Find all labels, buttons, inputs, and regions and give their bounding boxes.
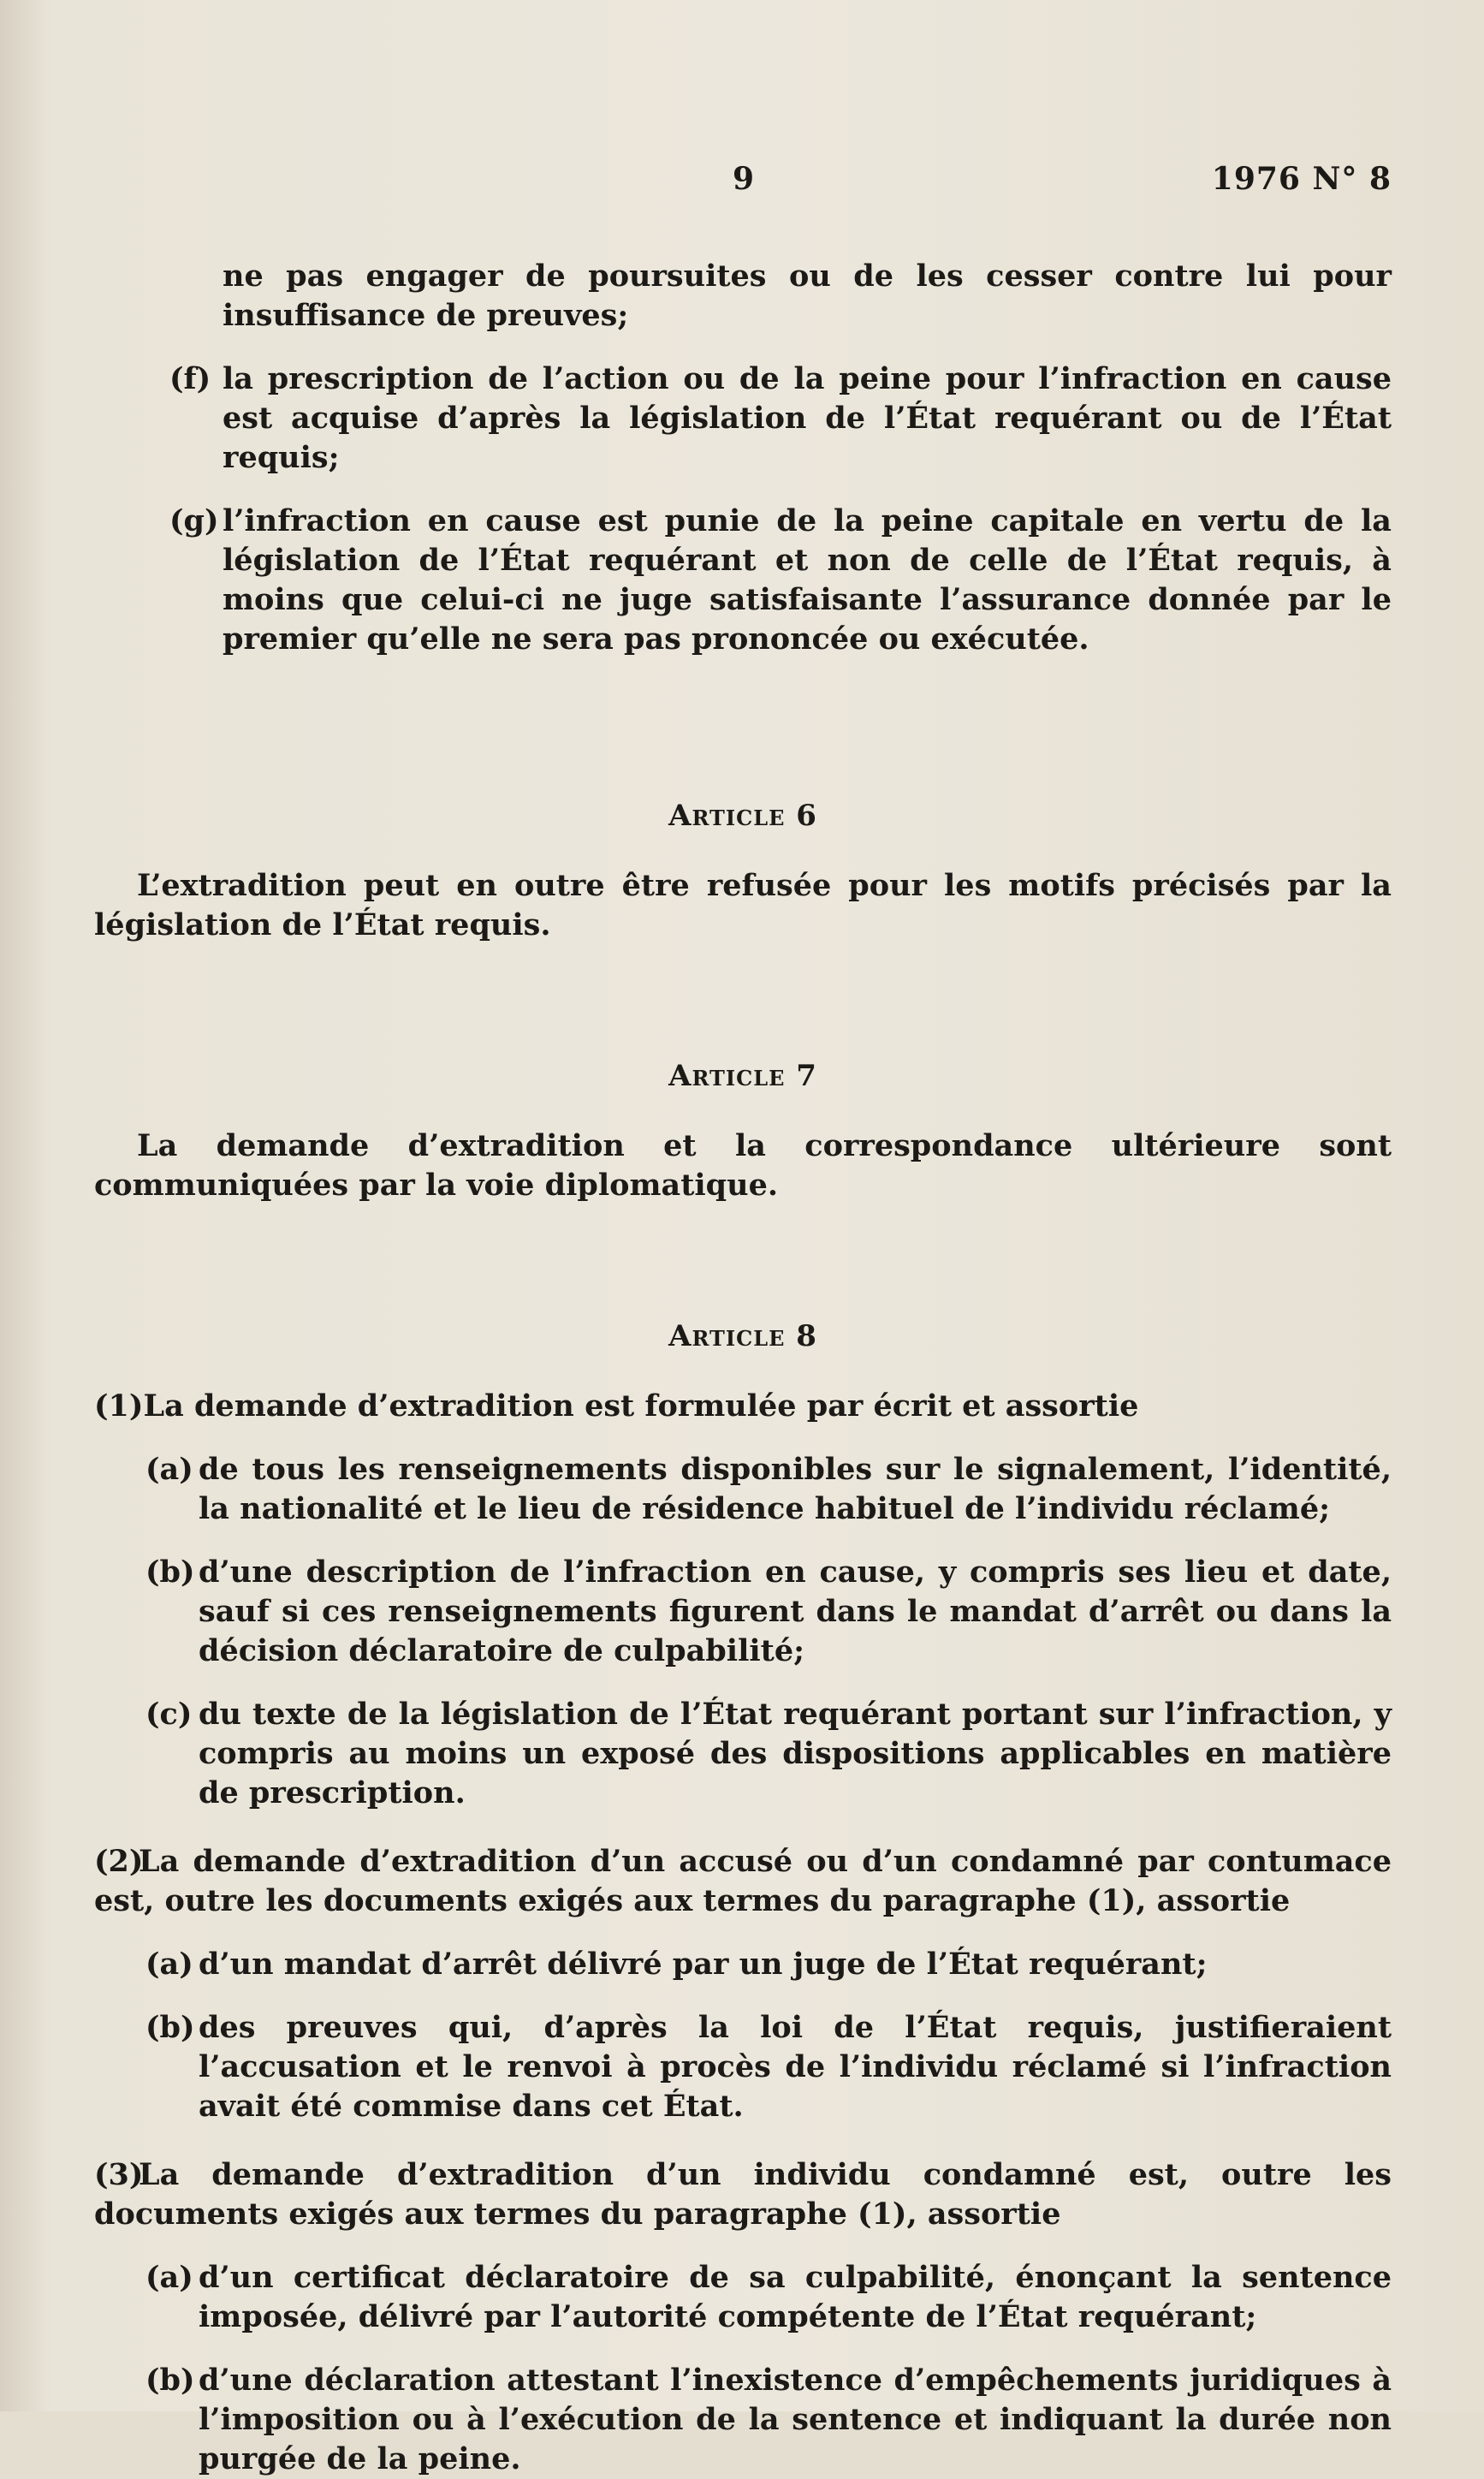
paragraph-number: (2): [94, 1844, 144, 1879]
item-text: d’un mandat d’arrêt délivré par un juge de l’État requérant;: [199, 1947, 1208, 1982]
item-text: d’une déclaration attestant l’inexistence d’empêchements juridiques à l’imposition ou à l’exécution de la sentence et indiquant la durée non purgée de la peine.: [199, 2363, 1392, 2476]
paragraph-number: (3): [94, 2157, 144, 2192]
item-text: d’un certificat déclaratoire de sa culpabilité, énonçant la sentence imposée, délivré par l’autorité compétente de l’État requérant;: [199, 2260, 1392, 2334]
item-label: (c): [145, 1697, 193, 1732]
item-text: du texte de la législation de l’État requérant portant sur l’infraction, y compris au moins un exposé des dispositions applicables en matière de prescription.: [199, 1697, 1392, 1810]
item-label: (b): [145, 2010, 195, 2045]
list-item: [145, 2008, 1392, 2126]
paragraph-2: [94, 1842, 1392, 1921]
paragraph-number: (1): [94, 1388, 144, 1424]
paragraph-1: [94, 1387, 1392, 1426]
list-item: [169, 502, 1392, 659]
statute-year-number: 1976 N° 8: [1211, 161, 1392, 197]
list-item: [145, 2361, 1392, 2479]
item-label: (b): [145, 2363, 195, 2398]
item-text: d’une description de l’infraction en cause, y compris ses lieu et date, sauf si ces renseignements figurent dans le mandat d’arrêt ou dans la décision déclaratoire de culpabilité;: [199, 1555, 1392, 1668]
article-6-heading: Article 6: [668, 799, 817, 833]
article-6-text: L’extradition peut en outre être refusée pour les motifs précisés par la législation de l’État requis.: [94, 868, 1392, 942]
paragraph-text: La demande d’extradition d’un accusé ou d’un condamné par contumace est, outre les documents exigés aux termes du paragraphe (1), assortie: [94, 1844, 1392, 1918]
page-header: [0, 161, 1484, 209]
list-item: [145, 1945, 1392, 1984]
continuation-text: ne pas engager de poursuites ou de les cesser contre lui pour insuffisance de preuves;: [223, 259, 1392, 333]
list-item: [169, 360, 1392, 478]
item-label: (f): [169, 361, 211, 396]
item-label: (a): [145, 1947, 193, 1982]
list-item: [145, 1450, 1392, 1529]
list-item: [145, 2258, 1392, 2337]
paragraph-text: La demande d’extradition est formulée par écrit et assortie: [143, 1388, 1139, 1424]
item-label: (b): [145, 1555, 195, 1590]
item-label: (a): [145, 2260, 193, 2295]
page-content: [94, 257, 1392, 2479]
item-text: l’infraction en cause est punie de la peine capitale en vertu de la législation de l’État requérant et non de celle de l’État requis, à moins que celui-ci ne juge satisfaisante l’assurance donnée par le premier qu’elle ne sera pas prononcée ou exécutée.: [223, 503, 1392, 657]
item-text: de tous les renseignements disponibles sur le signalement, l’identité, la nationalité et le lieu de résidence habituel de l’individu réclamé;: [199, 1452, 1392, 1526]
list-item: [145, 1553, 1392, 1671]
article-7-text: La demande d’extradition et la correspondance ultérieure sont communiquées par la voie diplomatique.: [94, 1128, 1392, 1203]
item-text: des preuves qui, d’après la loi de l’État requis, justifieraient l’accusation et le renvoi à procès de l’individu réclamé si l’infraction avait été commise dans cet État.: [199, 2010, 1392, 2124]
article-8-heading: Article 8: [668, 1319, 817, 1353]
paragraph-text: La demande d’extradition d’un individu condamné est, outre les documents exigés aux termes du paragraphe (1), assortie: [94, 2157, 1392, 2232]
item-text: la prescription de l’action ou de la peine pour l’infraction en cause est acquise d’après la législation de l’État requérant ou de l’État requis;: [223, 361, 1392, 475]
item-label: (g): [169, 503, 219, 538]
item-label: (a): [145, 1452, 193, 1487]
list-item: [145, 1695, 1392, 1813]
page-number: 9: [733, 161, 755, 197]
paragraph-3: [94, 2155, 1392, 2234]
article-7-heading: Article 7: [668, 1059, 817, 1093]
